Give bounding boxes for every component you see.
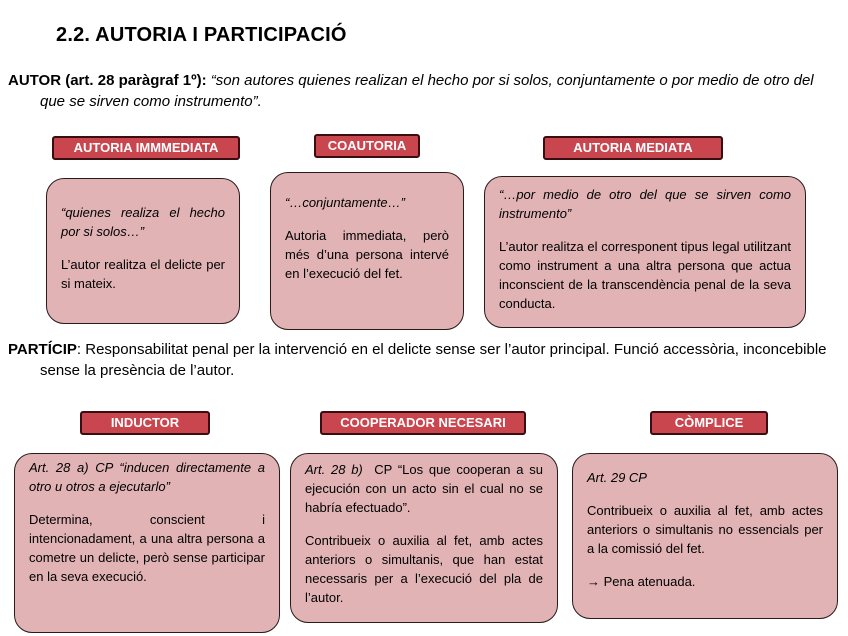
autoria-immediata-text: L’autor realitza el delicte per si mateix.: [61, 257, 225, 291]
complice-ref: Art. 29 CP: [587, 470, 647, 485]
box-autoria-mediata: [484, 176, 806, 328]
coautoria-text: Autoria immediata, però més d’una persona intervé en l’execució del fet.: [285, 228, 449, 281]
coautoria-quote: “…conjuntamente…”: [285, 195, 405, 210]
page-title: 2.2. AUTORIA I PARTICIPACIÓ: [56, 24, 347, 46]
particip-definition: [8, 339, 840, 381]
complice-text: Contribueix o auxilia al fet, amb actes anteriors o simultanis no essencials per a la comissió del fet.: [587, 503, 823, 556]
label-complice: CÒMPLICE: [650, 411, 768, 435]
complice-note: → Pena atenuada.: [587, 574, 696, 589]
inductor-text: Determina, conscient i intencionadament, a una altra persona a cometre un delicte, però sense participar en la seva execució.: [29, 512, 265, 584]
box-complice: [572, 453, 838, 619]
box-autoria-immediata: [46, 178, 240, 324]
autoria-mediata-text: L’autor realitza el corresponent tipus legal utilitzant como instrument a una altra persona que actua inconscient de la transcendència penal de la seva conducta.: [499, 239, 791, 311]
box-coautoria: [270, 172, 464, 330]
label-autoria-immediata: AUTORIA IMMMEDIATA: [52, 136, 240, 160]
particip-text: : Responsabilitat penal per la intervenció en el delicte sense ser l’autor principal. Funció accessòria, inconcebible sense la presència de l’autor.: [40, 341, 827, 379]
autor-label: AUTOR (art. 28 paràgraf 1º):: [8, 72, 207, 89]
box-cooperador-necesari: [290, 453, 558, 623]
inductor-ref: Art. 28 a) CP: [29, 460, 113, 475]
autoria-immediata-quote: “quienes realiza el hecho por si solos…”: [61, 205, 225, 239]
cooperador-quote: CP “Los que cooperan a su ejecución con un acto sin el cual no se habría efectuado”.: [305, 462, 543, 515]
label-cooperador-necesari: COOPERADOR NECESARI: [320, 411, 526, 435]
box-inductor: [14, 453, 280, 633]
inductor-quote: “inducen directamente a otro u otros a ejecutarlo”: [29, 460, 265, 494]
autor-definition: [8, 70, 840, 112]
cooperador-ref: Art. 28 b): [305, 462, 363, 477]
label-autoria-mediata: AUTORIA MEDIATA: [543, 136, 723, 160]
label-inductor: INDUCTOR: [80, 411, 210, 435]
autoria-mediata-quote: “…por medio de otro del que se sirven como instrumento”: [499, 187, 791, 221]
particip-label: PARTÍCIP: [8, 341, 77, 358]
autor-quote: “son autores quienes realizan el hecho por si solos, conjuntamente o por medio de otro del que se sirven como instrumento”.: [40, 72, 814, 110]
cooperador-text: Contribueix o auxilia al fet, amb actes anteriors o simultanis, que han estat necessaris per a l’execució del pla de l’autor.: [305, 533, 543, 605]
label-coautoria: COAUTORIA: [314, 134, 420, 158]
